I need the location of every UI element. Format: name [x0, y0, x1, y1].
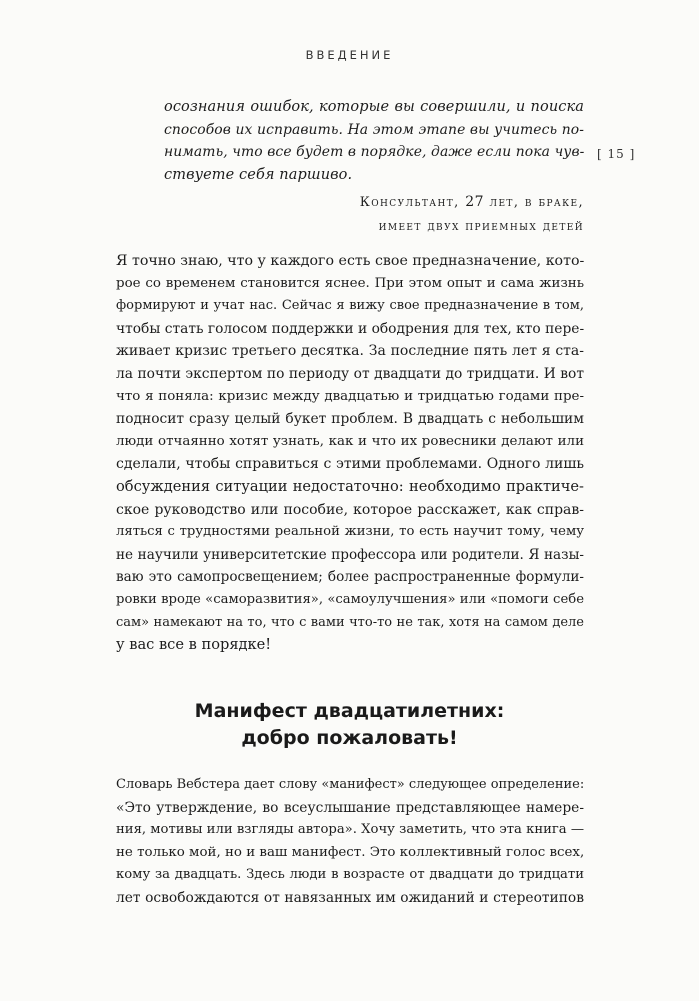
text-line: чтобы стать голосом поддержки и ободрения для тех, кто пере- [116, 320, 585, 337]
page-number: [ 15 ] [597, 147, 636, 161]
epigraph-quote [164, 96, 584, 239]
text-line: подносит сразу целый букет проблем. В двадцать с небольшим [116, 411, 584, 428]
text-line: у вас все в порядке! [116, 636, 272, 654]
text-line: живает кризис третьего десятка. За последние пять лет я ста- [116, 343, 584, 360]
attribution-status: лет, в браке, [484, 195, 584, 210]
quote-line: ствуете себя паршиво. [164, 166, 353, 183]
text-line: лет освобождаются от навязанных им ожиданий и стереотипов [116, 889, 584, 906]
section-heading [0, 698, 699, 752]
quote-attribution [164, 190, 584, 239]
quote-line: нимать, что все будет в порядке, даже если пока чув- [164, 144, 585, 160]
text-line: «Это утверждение, во всеуслышание представляющее намере- [116, 799, 584, 816]
text-line: обсуждения ситуации недостаточно: необходимо практиче- [116, 477, 584, 495]
text-line: ское руководство или пособие, которое расскажет, как справ- [116, 501, 584, 518]
attribution-line-2: имеет двух приемных детей [378, 219, 584, 234]
text-line: ляться с трудностями реальной жизни, то есть научит тому, чему [116, 524, 584, 540]
attribution-age: 27 [465, 194, 485, 210]
text-line: сам» намекают на то, что с вами что-то не так, хотя на самом деле [116, 614, 584, 630]
text-line: не только мой, но и ваш манифест. Это коллективный голос всех, [116, 844, 585, 860]
heading-line-1: Манифест двадцатилетних: [194, 700, 505, 722]
text-line: сделали, чтобы справиться с этими проблемами. Одного лишь [116, 456, 584, 473]
quote-line: осознания ошибок, которые вы совершили, и поиска [164, 99, 584, 115]
paragraph-1 [116, 250, 584, 657]
text-line: формируют и учат нас. Сейчас я вижу свое предназначение в том, [116, 298, 584, 314]
text-line: люди отчаянно хотят узнать, как и что их ровесники делают или [116, 433, 584, 449]
text-line: ния, мотивы или взгляды автора». Хочу заметить, что эта книга — [116, 822, 585, 838]
text-line: что я поняла: кризис между двадцатью и тридцатью годами пре- [116, 388, 584, 404]
text-line: кому за двадцать. Здесь люди в возрасте от двадцати до тридцати [116, 867, 584, 883]
running-head: ВВЕДЕНИЕ [305, 48, 394, 62]
text-line: Я точно знаю, что у каждого есть свое предназначение, кото- [116, 253, 585, 269]
text-line: ла почти экспертом по периоду от двадцати до тридцати. И вот [116, 365, 584, 382]
attribution-line-1 [164, 190, 584, 215]
text-line: Словарь Вебстера дает слову «манифест» следующее определение: [116, 777, 585, 792]
text-line: ровки вроде «саморазвития», «самоулучшения» или «помоги себе [116, 591, 584, 607]
quote-line: способов их исправить. На этом этапе вы учитесь по- [164, 121, 584, 138]
attribution-role: Консультант, [359, 195, 466, 210]
text-line: ваю это самопросвещением; более распространенные формули- [116, 569, 584, 586]
text-line: не научили университетские профессора или родители. Я назы- [116, 546, 584, 563]
text-line: рое со временем становится яснее. При этом опыт и сама жизнь [116, 275, 584, 291]
heading-line-2: добро пожаловать! [241, 727, 458, 749]
paragraph-2 [116, 774, 584, 910]
